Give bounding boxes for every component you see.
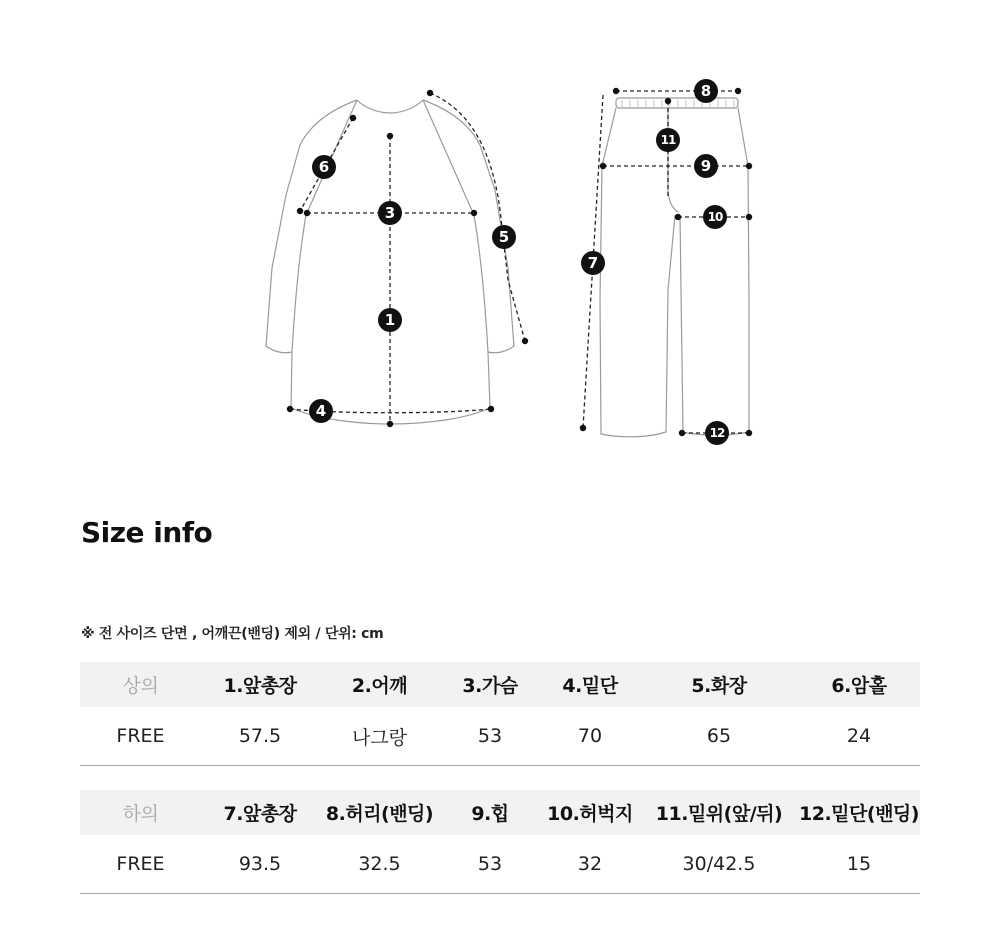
marker-9	[694, 154, 718, 178]
marker-8	[694, 79, 718, 103]
bottom-value-thigh: 32	[540, 835, 640, 894]
bottom-header-leg-opening: 12.밑단(밴딩)	[798, 790, 920, 835]
top-header-shoulder: 2.어깨	[319, 662, 440, 707]
bottom-value-leg-opening: 15	[798, 835, 920, 894]
svg-text:1: 1	[384, 311, 396, 329]
bottom-header-waist: 8.허리(밴딩)	[319, 790, 440, 835]
bottom-value-front-length: 93.5	[201, 835, 319, 894]
svg-text:7: 7	[587, 254, 599, 272]
top-category-header: 상의	[80, 662, 201, 707]
size-info-title: Size info	[81, 516, 213, 549]
svg-text:11: 11	[660, 133, 676, 147]
svg-text:8: 8	[700, 82, 712, 100]
bottom-size-table	[80, 790, 920, 894]
marker-12	[705, 421, 729, 445]
top-value-front-length: 57.5	[201, 707, 319, 766]
svg-text:12: 12	[709, 426, 725, 440]
top-header-hem: 4.밑단	[540, 662, 640, 707]
top-value-shoulder: 나그랑	[319, 707, 440, 766]
bottom-value-hip: 53	[440, 835, 540, 894]
top-value-sleeve: 65	[640, 707, 798, 766]
top-header-armhole: 6.암홀	[798, 662, 920, 707]
top-measure-lines	[290, 93, 525, 424]
marker-4	[309, 399, 333, 423]
bottom-size-label: FREE	[80, 835, 201, 894]
top-size-table	[80, 662, 920, 766]
marker-5	[492, 225, 516, 249]
bottom-header-thigh: 10.허벅지	[540, 790, 640, 835]
bottom-header-front-length: 7.앞총장	[201, 790, 319, 835]
marker-6	[312, 155, 336, 179]
marker-1	[378, 308, 402, 332]
marker-10	[703, 205, 727, 229]
marker-3	[378, 201, 402, 225]
table-row	[80, 707, 920, 766]
marker-7	[581, 251, 605, 275]
top-value-hem: 70	[540, 707, 640, 766]
top-size-label: FREE	[80, 707, 201, 766]
top-value-armhole: 24	[798, 707, 920, 766]
marker-11	[656, 128, 680, 152]
measurement-note: ※ 전 사이즈 단면 , 어깨끈(밴딩) 제외 / 단위: cm	[81, 626, 384, 642]
svg-text:10: 10	[707, 210, 723, 224]
bottom-header-hip: 9.힙	[440, 790, 540, 835]
top-header-sleeve: 5.화장	[640, 662, 798, 707]
svg-text:5: 5	[498, 228, 510, 246]
top-header-front-length: 1.앞총장	[201, 662, 319, 707]
table-row	[80, 835, 920, 894]
svg-text:3: 3	[384, 204, 396, 222]
bottom-value-waist: 32.5	[319, 835, 440, 894]
bottom-header-rise: 11.밑위(앞/뒤)	[640, 790, 798, 835]
top-value-chest: 53	[440, 707, 540, 766]
bottom-category-header: 하의	[80, 790, 201, 835]
top-measure-dots	[287, 90, 528, 427]
pants-waistband-ribbing	[622, 100, 734, 107]
top-table-header-row	[80, 662, 920, 707]
bottom-value-rise: 30/42.5	[640, 835, 798, 894]
svg-text:4: 4	[315, 402, 327, 420]
bottom-table-header-row	[80, 790, 920, 835]
top-header-chest: 3.가슴	[440, 662, 540, 707]
svg-text:9: 9	[700, 157, 712, 175]
svg-text:6: 6	[318, 158, 330, 176]
